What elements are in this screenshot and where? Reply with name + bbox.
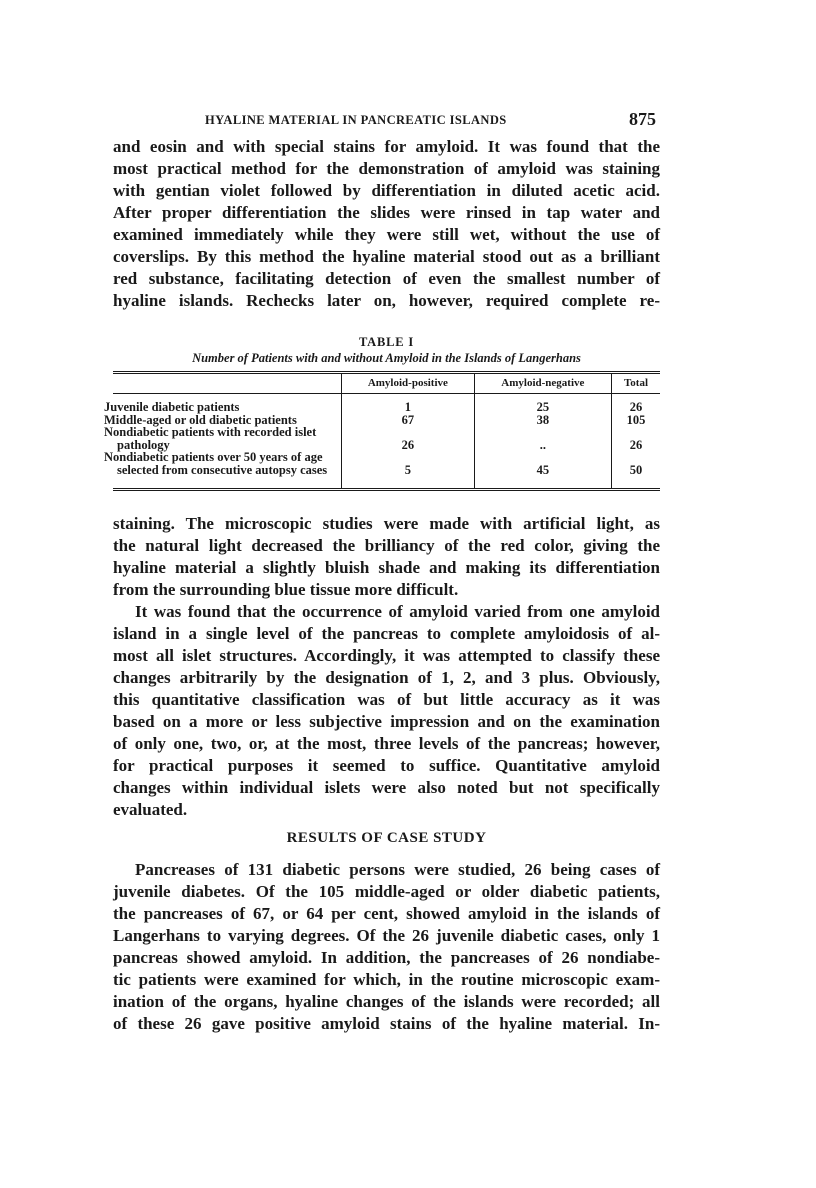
cell-total: 105 xyxy=(611,414,660,427)
paragraph-classification xyxy=(113,601,660,821)
text-line: Langerhans to varying degrees. Of the 26 juvenile diabetic cases, only 1 xyxy=(113,926,660,945)
cell-positive: 5 xyxy=(342,451,475,490)
text-line: with gentian violet followed by differentiation in diluted acetic acid. xyxy=(113,181,660,200)
journal-page xyxy=(104,96,660,1035)
text-line: After proper differentiation the slides were rinsed in tap water and xyxy=(113,203,660,222)
row-label: Nondiabetic patients with recorded islet pathology xyxy=(104,425,317,452)
amyloid-table xyxy=(104,371,660,491)
text-line: most all islet structures. Accordingly, it was attempted to classify these xyxy=(113,646,660,665)
row-label: Juvenile diabetic patients xyxy=(104,400,240,414)
paragraph-staining-method xyxy=(113,136,660,312)
cell-total: 26 xyxy=(611,394,660,414)
text-line: from the surrounding blue tissue more difficult. xyxy=(113,580,459,599)
row-label: Nondiabetic patients over 50 years of age selected from consecutive autopsy cases xyxy=(104,450,328,477)
table-label: TABLE I xyxy=(358,335,415,349)
text-line: evaluated. xyxy=(113,800,188,819)
table-header-row xyxy=(113,373,660,394)
page-number: 875 xyxy=(629,109,656,129)
paragraph-results xyxy=(113,859,660,1035)
text-line: ination of the organs, hyaline changes of the islands were recorded; all xyxy=(113,992,660,1011)
cell-total: 26 xyxy=(611,426,660,451)
column-header-positive: Amyloid-positive xyxy=(342,373,475,394)
cell-positive: 67 xyxy=(342,414,475,427)
column-header-label xyxy=(113,373,342,394)
table-caption: Number of Patients with and without Amyloid in the Islands of Langerhans xyxy=(192,351,581,365)
table-row xyxy=(113,451,660,490)
text-line: the pancreases of 67, or 64 per cent, showed amyloid in the islands of xyxy=(113,904,660,923)
running-title: HYALINE MATERIAL IN PANCREATIC ISLANDS xyxy=(205,113,507,127)
cell-negative: 38 xyxy=(474,414,611,427)
column-header-total: Total xyxy=(611,373,660,394)
text-line: Pancreases of 131 diabetic persons were studied, 26 being cases of xyxy=(135,860,660,879)
text-line: red substance, facilitating detection of even the smallest number of xyxy=(113,269,660,288)
text-line: island in a single level of the pancreas to complete amyloidosis of al- xyxy=(113,624,660,643)
text-line: examined immediately while they were still wet, without the use of xyxy=(113,225,660,244)
text-line: hyaline islands. Rechecks later on, however, required complete re- xyxy=(113,291,660,310)
table-1 xyxy=(104,334,660,491)
text-line: based on a more or less subjective impression and on the examination xyxy=(113,712,660,731)
text-line: of only one, two, or, at the most, three levels of the pancreas; however, xyxy=(113,734,660,753)
text-line: juvenile diabetes. Of the 105 middle-aged or older diabetic patients, xyxy=(113,882,660,901)
text-line: changes within individual islets were also noted but not specifically xyxy=(113,778,660,797)
text-line: this quantitative classification was of but little accuracy as it was xyxy=(113,690,660,709)
cell-total: 50 xyxy=(611,451,660,490)
cell-negative: .. xyxy=(474,426,611,451)
text-line: changes arbitrarily by the designation of 1, 2, and 3 plus. Obviously, xyxy=(113,668,660,687)
text-line: of these 26 gave positive amyloid stains of the hyaline material. In- xyxy=(113,1014,660,1033)
text-line: most practical method for the demonstration of amyloid was staining xyxy=(113,159,660,178)
cell-positive: 1 xyxy=(342,394,475,414)
cell-positive: 26 xyxy=(342,426,475,451)
paragraph-artificial-light xyxy=(113,513,660,601)
text-line: the natural light decreased the brilliancy of the red color, giving the xyxy=(113,536,660,555)
text-line: staining. The microscopic studies were made with artificial light, as xyxy=(113,514,660,533)
table-row xyxy=(113,426,660,451)
text-line: coverslips. By this method the hyaline material stood out as a brilliant xyxy=(113,247,660,266)
text-line: tic patients were examined for which, in the routine microscopic exam- xyxy=(113,970,660,989)
column-header-negative: Amyloid-negative xyxy=(474,373,611,394)
running-head xyxy=(113,96,660,136)
row-label: Middle-aged or old diabetic patients xyxy=(104,412,297,427)
text-line: hyaline material a slightly bluish shade and making its differentiation xyxy=(113,558,660,577)
text-line: and eosin and with special stains for amyloid. It was found that the xyxy=(113,137,660,156)
text-line: pancreas showed amyloid. In addition, the pancreases of 26 nondiabe- xyxy=(113,948,660,967)
text-line: for practical purposes it seemed to suffice. Quantitative amyloid xyxy=(113,756,660,775)
cell-negative: 45 xyxy=(474,451,611,490)
text-line: It was found that the occurrence of amyloid varied from one amyloid xyxy=(135,602,660,621)
table-row xyxy=(113,394,660,414)
cell-negative: 25 xyxy=(474,394,611,414)
section-heading: RESULTS OF CASE STUDY xyxy=(286,830,487,846)
